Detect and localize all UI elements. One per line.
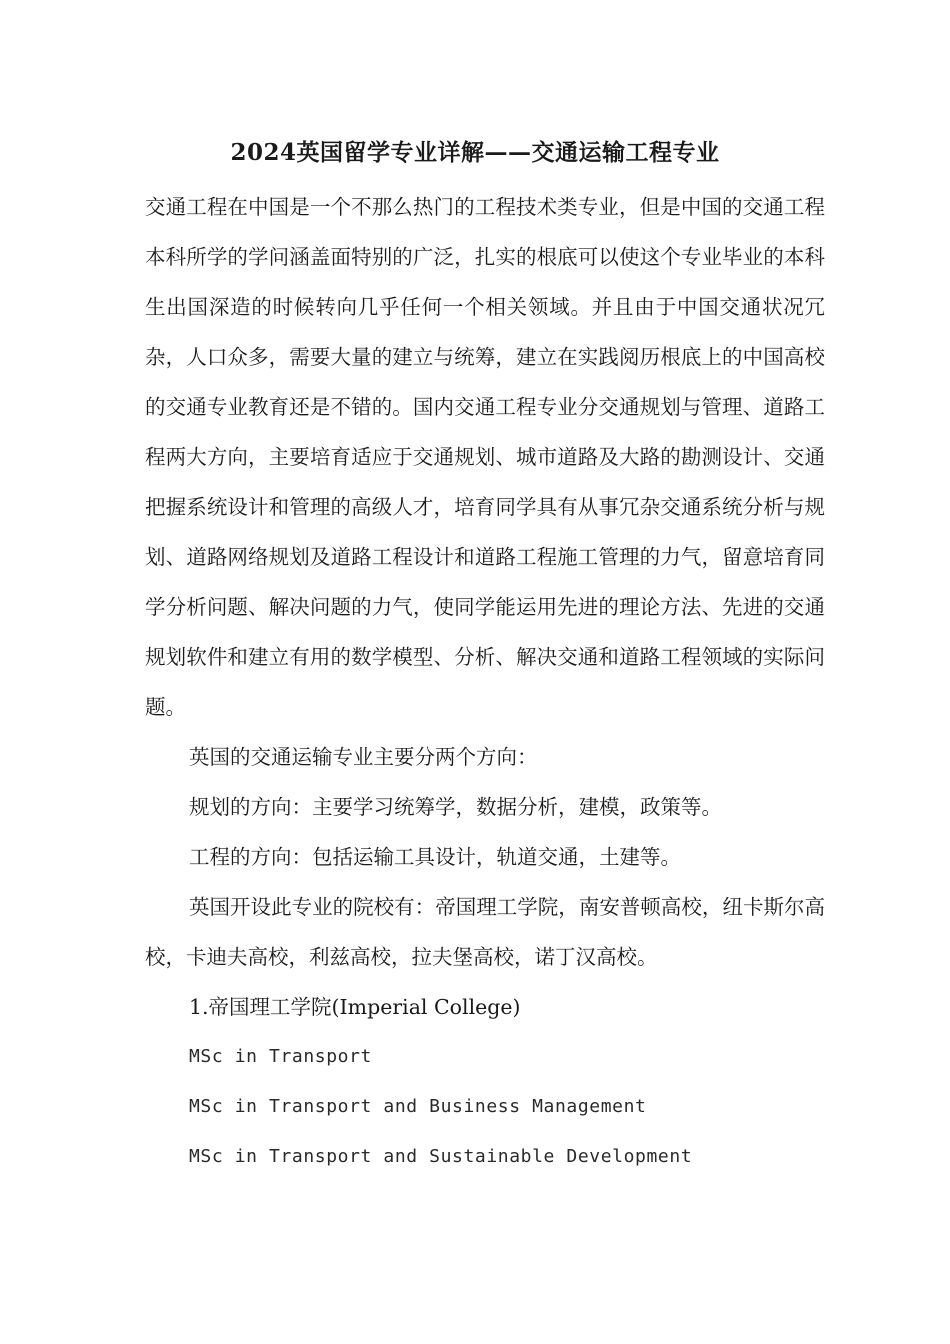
directions-intro: 英国的交通运输专业主要分两个方向： [189,745,538,769]
schools-paragraph: 英国开设此专业的院校有：帝国理工学院，南安普顿高校，纽卡斯尔高校，卡迪夫高校，利兹高校，拉夫堡高校，诺丁汉高校。 [145,895,825,969]
planning-direction: 规划的方向：主要学习统筹学，数据分析，建模，政策等。 [189,795,722,819]
program-item: MSc in Transport and Sustainable Development [189,1146,693,1167]
document-title: 2024英国留学专业详解——交通运输工程专业 [230,139,720,166]
school-1-heading: 1.帝国理工学院(Imperial College) [189,995,521,1019]
program-item: MSc in Transport [189,1046,372,1067]
engineering-direction: 工程的方向：包括运输工具设计，轨道交通，土建等。 [189,845,681,869]
program-item: MSc in Transport and Business Management [189,1096,647,1117]
intro-paragraph: 交通工程在中国是一个不那么热门的工程技术类专业，但是中国的交通工程本科所学的学问涵盖面特别的广泛，扎实的根底可以使这个专业毕业的本科生出国深造的时候转向几乎任何一个相关领域。并且由于中国交通状况冗杂，人口众多，需要大量的建立与统筹，建立在实践阅历根底上的中国高校的交通专业教育还是不错的。国内交通工程专业分交通规划与管理、道路工程两大方向，主要培育适应于交通规划、城市道路及大路的勘测设计、交通把握系统设计和管理的高级人才，培育同学具有从事冗杂交通系统分析与规划、道路网络规划及道路工程设计和道路工程施工管理的力气，留意培育同学分析问题、解决问题的力气，使同学能运用先进的理论方法、先进的交通规划软件和建立有用的数学模型、分析、解决交通和道路工程领域的实际问题。 [145,195,825,719]
document-body [145,182,825,1182]
